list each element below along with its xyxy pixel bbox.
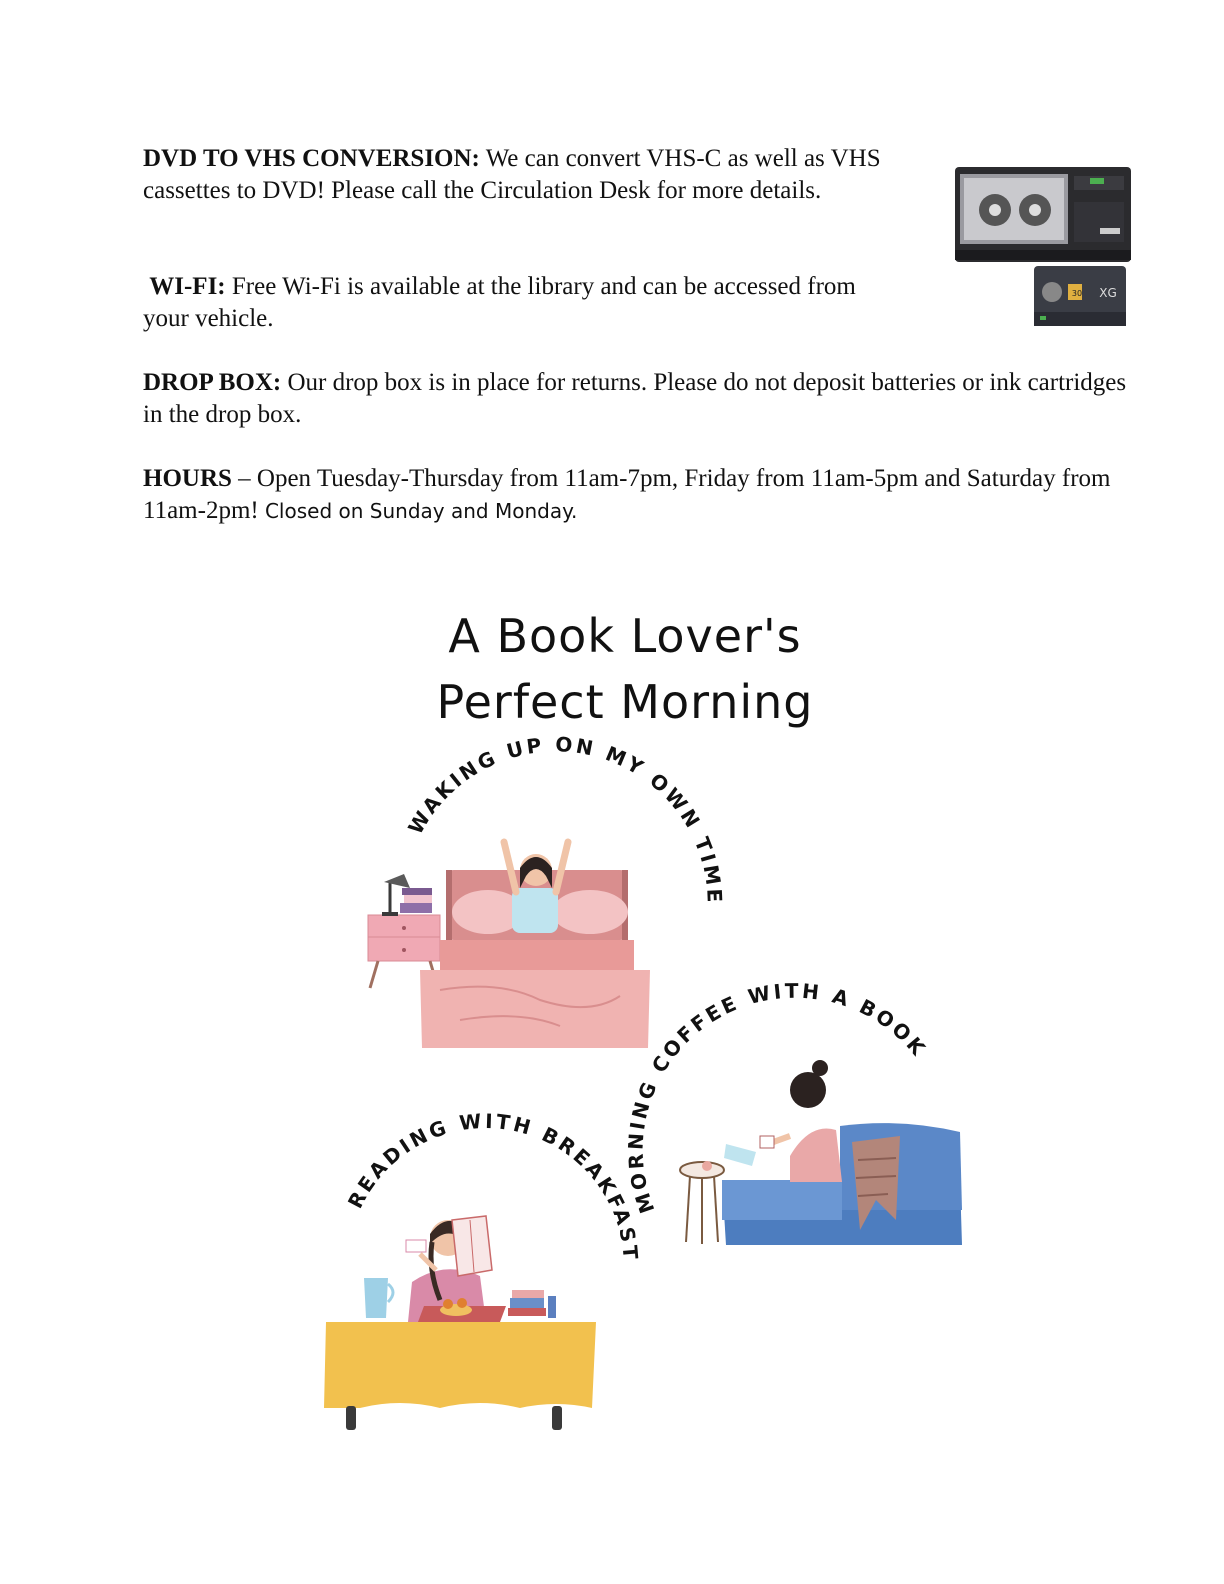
book-lovers-morning-poster xyxy=(0,570,1224,1470)
reading-breakfast-illustration xyxy=(324,1216,596,1430)
vhs-adapter-cassette xyxy=(955,167,1131,262)
scene-breakfast-caption xyxy=(343,1109,643,1263)
hours-label: HOURS xyxy=(143,465,232,492)
hours-text: – Open Tuesday-Thursday from 11am-7pm, Friday from 11am-5pm and Saturday from 11am-2pm! xyxy=(143,465,1111,524)
hours-paragraph xyxy=(143,463,1133,527)
waking-up-illustration xyxy=(368,842,650,1048)
scene-coffee-path: MORNING COFFEE WITH A BOOK xyxy=(623,978,932,1217)
dvd-conversion-label: DVD TO VHS CONVERSION: xyxy=(143,145,480,172)
vhs-adapter-photo xyxy=(950,162,1140,332)
closed-days-text: Closed on Sunday and Monday. xyxy=(264,499,578,523)
cassette-xg-label: XG xyxy=(1099,286,1117,300)
cassette-number: 30 xyxy=(1071,289,1083,298)
wifi-text: Free Wi-Fi is available at the library and can be accessed from your vehicle. xyxy=(143,273,856,332)
scene-breakfast-path: READING WITH BREAKFAST xyxy=(342,1108,644,1263)
dvd-conversion-text: We can convert VHS-C as well as VHS cassettes to DVD! Please call the Circulation Desk for more details. xyxy=(143,145,881,204)
dvd-conversion-paragraph xyxy=(143,143,923,207)
wifi-paragraph xyxy=(143,271,903,335)
drop-box-label: DROP BOX: xyxy=(143,369,282,396)
drop-box-paragraph xyxy=(143,367,1133,431)
wifi-label: WI-FI: xyxy=(149,273,226,300)
scene-waking-up-path: WAKING UP ON MY OWN TIME xyxy=(403,732,727,906)
morning-coffee-illustration xyxy=(680,1060,962,1245)
poster-title-line-2: Perfect Morning xyxy=(436,675,814,729)
drop-box-text: Our drop box is in place for returns. Please do not deposit batteries or ink cartridges in the drop box. xyxy=(143,369,1127,428)
vhs-c-cassette xyxy=(1034,266,1126,326)
poster-title-line-1: A Book Lover's xyxy=(448,609,802,663)
